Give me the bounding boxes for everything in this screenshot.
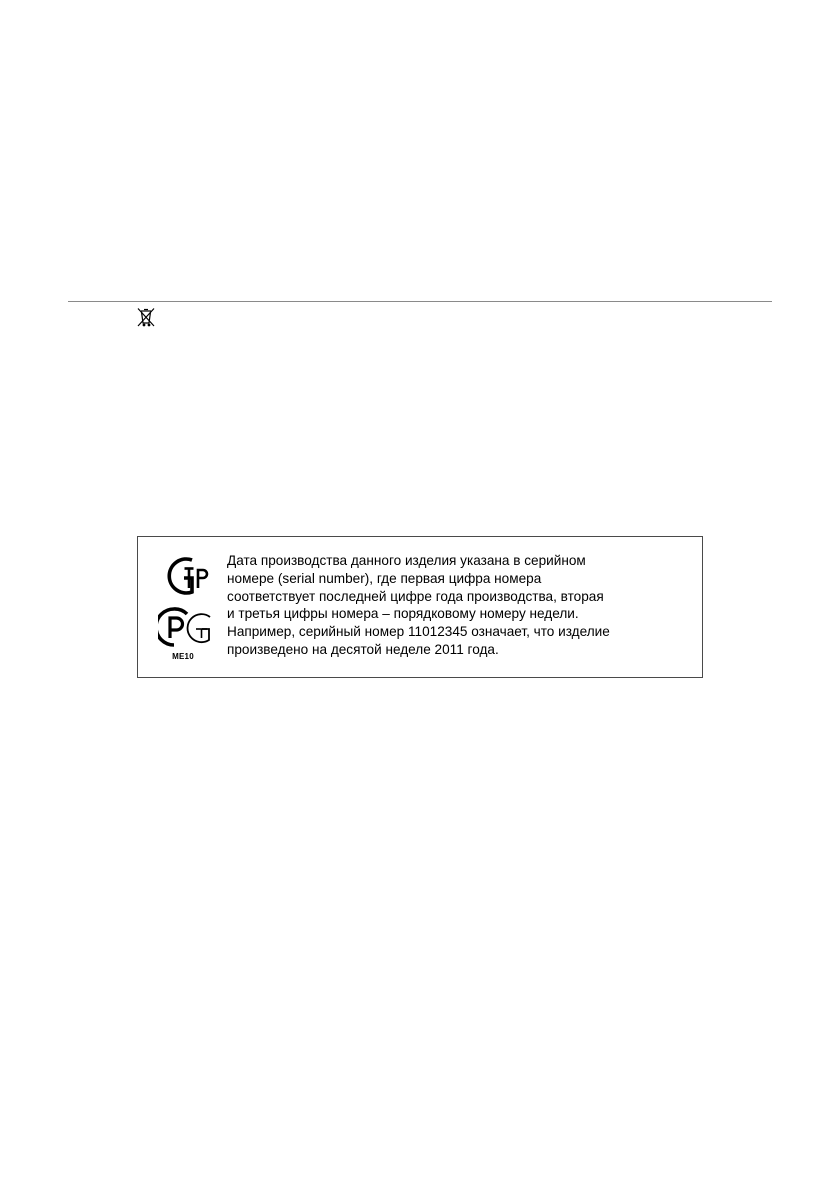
gost-certification-mark-icon	[158, 554, 214, 598]
notice-line: произведено на десятой неделе 2011 года.	[227, 641, 499, 657]
certification-logos	[158, 554, 214, 672]
production-date-notice	[227, 552, 697, 659]
crossed-out-bin-icon	[136, 307, 156, 329]
notice-line: Дата производства данного изделия указана в серийном	[227, 553, 586, 568]
separator-rule	[68, 301, 772, 302]
notice-line: Например, серийный номер 11012345 означает, что изделие	[227, 624, 610, 640]
certification-notice-box	[137, 536, 703, 678]
pct-certification-mark-icon	[158, 604, 214, 650]
notice-line: соответствует последней цифре года производства, вторая	[227, 588, 604, 604]
notice-line: номере (serial number), где первая цифра номера	[227, 570, 542, 586]
notice-line: и третья цифры номера – порядковому номеру недели.	[227, 606, 579, 622]
certification-code: ME10	[172, 652, 194, 661]
